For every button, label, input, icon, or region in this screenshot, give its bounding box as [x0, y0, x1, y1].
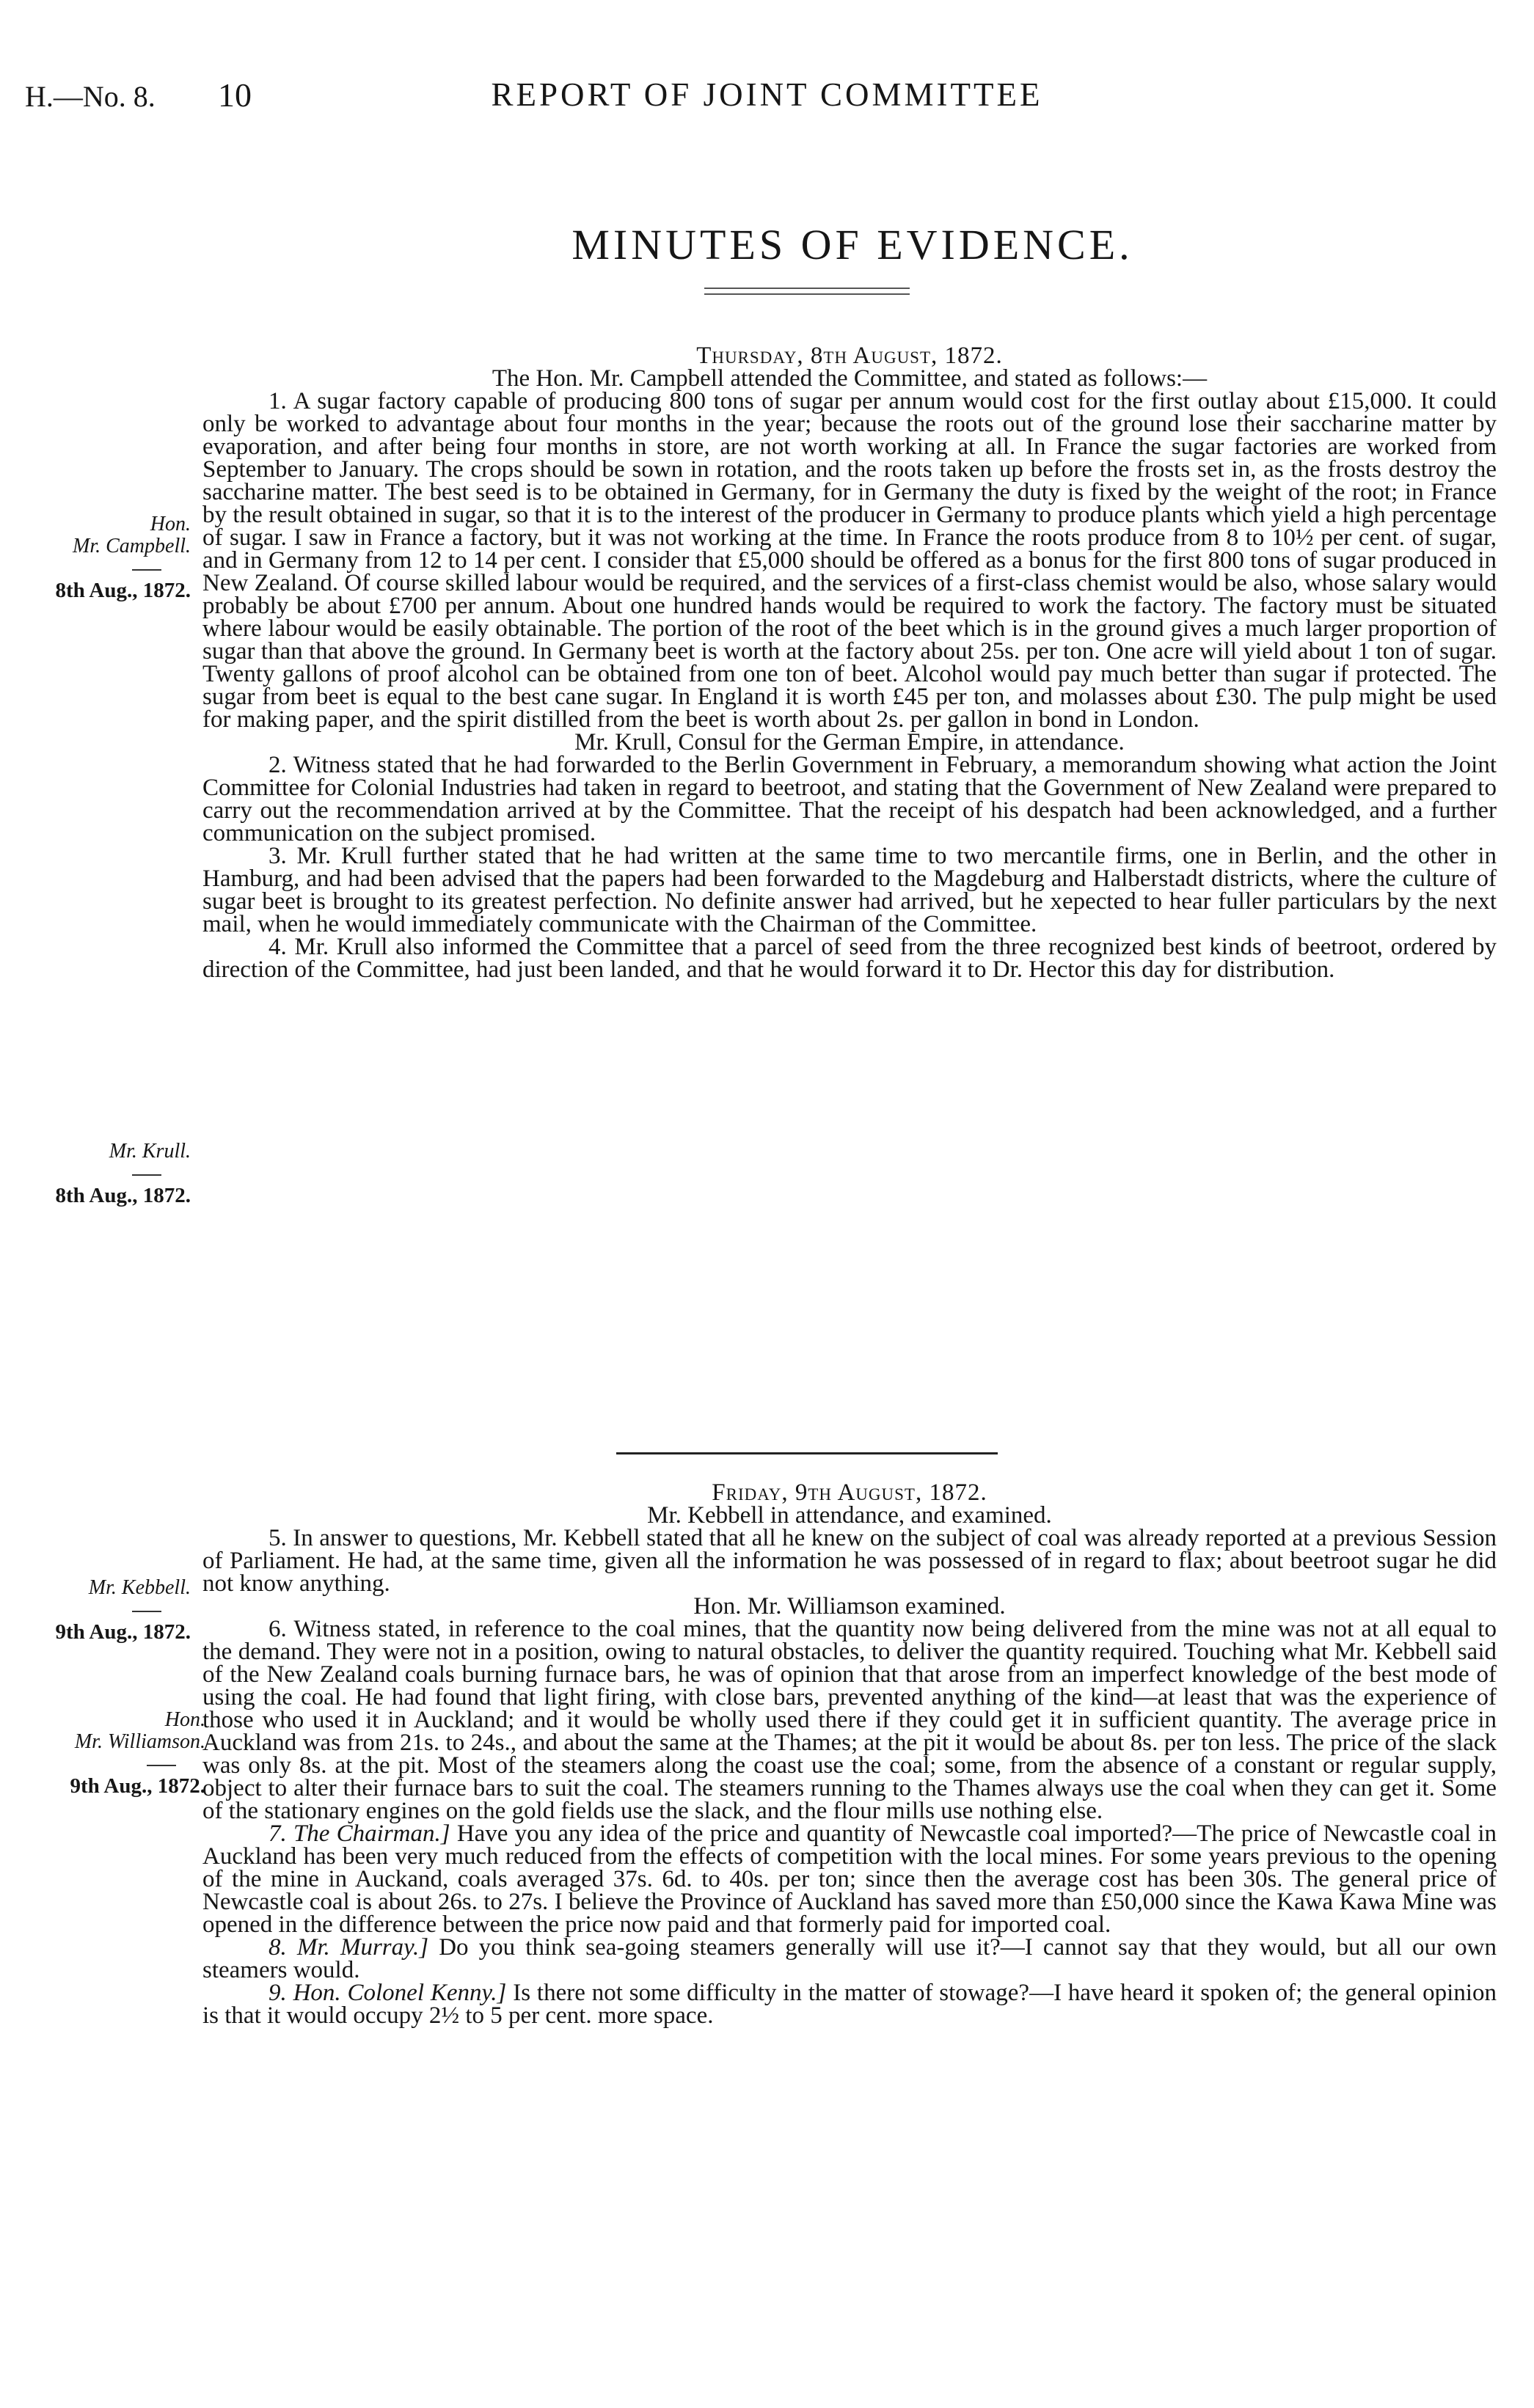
title-rule	[704, 288, 910, 295]
question-paragraph	[202, 1982, 1497, 2027]
evidence-paragraph: 3. Mr. Krull further stated that he had written at the same time to two mercantile firms, one in Berlin, and the other in Hamburg, and had been advised that the papers had been forwarded to the Magdeburg and Halberstadt districts, where the culture of sugar beet is brought to its greatest perfection. No definite answer had arrived, but he xepected to hear fuller particulars by the next mail, when he would immediately communicate with the Chairman of the Committee.	[202, 843, 1497, 937]
section-divider	[616, 1452, 998, 1454]
side-note-dash	[15, 1163, 191, 1185]
witness-intro: Mr. Krull, Consul for the German Empire, in attendance.	[574, 729, 1125, 755]
speaker: 7. The Chairman.]	[269, 1820, 450, 1847]
side-note-name: Mr. Williamson.	[74, 1730, 205, 1753]
side-note-date: 9th Aug., 1872.	[70, 1774, 205, 1798]
side-note-prefix: Hon.	[150, 513, 191, 535]
side-note	[15, 1141, 191, 1207]
side-note-name: Mr. Campbell.	[73, 535, 191, 557]
side-note	[15, 513, 191, 601]
side-note-prefix: Hon.	[164, 1708, 205, 1731]
speaker: 8. Mr. Murray.]	[269, 1934, 429, 1961]
evidence-paragraph: 6. Witness stated, in reference to the coal mines, that the quantity now being delivered from the mine was not at all equal to the demand. They were not in a position, owing to natural obstacles, to deliver the quantity required. Touching what Mr. Kebbell said of the New Zealand coals burning furnace bars, he was of opinion that that arose from an imperfect knowledge of the best mode of using the coal. He had found that light firing, with close bars, prevented anything of the kind—at least that was the experience of those who used it in Auckland; and it would be wholly used there if they could get it in sufficient quantity. The average price in Auckland was from 21s. to 24s., and about the same at the Thames; at the pit it would be about 8s. per ton less. The price of the slack was only 8s. at the pit. Most of the steamers along the coast use the coal; some, from the absence of a constant or regular supply, object to alter their furnace bars to suit the coal. The steamers running to the Thames always use the coal when they can get it. Some of the stationary engines on the gold fields use the slack, and the flour mills use nothing else.	[202, 1616, 1497, 1824]
side-note-dash	[15, 1599, 191, 1621]
witness-intro: Hon. Mr. Williamson examined.	[693, 1593, 1006, 1620]
side-note-name: Mr. Kebbell.	[88, 1576, 191, 1599]
question-paragraph	[202, 1936, 1497, 1982]
evidence-paragraph: 1. A sugar factory capable of producing 800 tons of sugar per annum would cost for the first outlay about £15,000. It could only be worked to advantage about four months in the year; because the roots out of the ground lose their saccharine matter by evaporation, and after being four months in store, are not worth working at all. In France the sugar factories are worked from September to January. The crops should be sown in rotation, and the roots taken up before the frosts set in, as the frosts destroy the saccharine matter. The best seed is to be obtained in Germany, for in Germany the duty is fixed by the weight of the root; in France by the result obtained in sugar, so that it is to the interest of the producer in Germany to produce plants which yield a high percentage of sugar. I saw in France a factory, but it was not working at the time. In France the roots produce from 8 to 10½ per cent. of sugar, and in Germany from 12 to 14 per cent. I consider that £5,000 should be offered as a bonus for the first 800 tons of sugar produced in New Zealand. Of course skilled labour would be required, and the services of a first-class chemist would be also, whose salary would probably be about £700 per annum. About one hundred hands would be required to work the factory. The factory must be situated where labour would be easily obtainable. The portion of the root of the beet which is in the ground gives a much larger proportion of sugar than that above the ground. In Germany beet is worth at the factory about 25s. per ton. One acre will yield about 1 ton of sugar. Twenty gallons of proof alcohol can be obtained from one ton of beet. Alcohol would pay much better than sugar if protected. The sugar from beet is equal to the best cane sugar. In England it is worth £45 per ton, and molasses about £30. The pulp might be used for making paper, and the spirit distilled from the beet is worth about 2s. per gallon in bond in London.	[202, 388, 1497, 733]
side-note-dash	[15, 1753, 205, 1775]
evidence-paragraph: 5. In answer to questions, Mr. Kebbell stated that all he knew on the subject of coal was already reported at a previous Session of Parliament. He had, at the same time, given all the information he was possessed of in regard to flax; about beetroot sugar he did not know anything.	[202, 1525, 1497, 1597]
side-note-date: 8th Aug., 1872.	[55, 1184, 191, 1207]
question-paragraph	[202, 1820, 1497, 1938]
running-title: REPORT OF JOINT COMMITTEE	[491, 76, 1043, 113]
question-text: Is there not some difficulty in the matter of stowage?—I have heard it spoken of; the general opinion is that it would occupy 2½ to 5 per cent. more space.	[202, 1980, 1497, 2029]
evidence-paragraph: 4. Mr. Krull also informed the Committee that a parcel of seed from the three recognized best kinds of beetroot, ordered by direction of the Committee, had just been landed, and that he would forward it to Dr. Hector this day for distribution.	[202, 934, 1497, 983]
section-date: Friday, 9th August, 1872.	[712, 1479, 987, 1506]
side-note	[15, 1709, 205, 1797]
section-friday	[202, 1479, 1497, 2029]
document-code: H.—No. 8.	[25, 80, 156, 113]
section-date: Thursday, 8th August, 1872.	[696, 343, 1003, 369]
side-note-name: Mr. Krull.	[109, 1140, 191, 1163]
section-thursday	[202, 345, 1497, 981]
side-note	[15, 1577, 191, 1643]
evidence-paragraph: 2. Witness stated that he had forwarded to the Berlin Government in February, a memorandum showing what action the Joint Committee for Colonial Industries had taken in regard to beetroot, and stating that the Government of New Zealand were prepared to carry out the recommendation arrived at by the Committee. That the receipt of his despatch had been acknowledged, and a further communication on the subject promised.	[202, 752, 1497, 846]
page-number: 10	[218, 76, 252, 114]
side-note-dash	[15, 557, 191, 579]
side-note-date: 9th Aug., 1872.	[55, 1620, 191, 1644]
page-title: MINUTES OF EVIDENCE.	[571, 221, 1133, 268]
side-note-date: 8th Aug., 1872.	[55, 579, 191, 602]
question-text: Have you any idea of the price and quantity of Newcastle coal imported?—The price of Newcastle coal in Auckland has been very much reduced from the effects of competition with the local mines. For some years previous to the opening of the mine in Auckand, coals averaged 37s. 6d. to 40s. per ton; since then the average cost has been 30s. The general price of Newcastle coal is about 26s. to 27s. I believe the Province of Auckland has saved more than £50,000 since the Kawa Kawa Mine was opened in the difference between the price now paid and that formerly paid for imported coal.	[202, 1820, 1497, 1938]
question-text: Do you think sea-going steamers generally will use it?—I cannot say that they would, but all our own steamers would.	[202, 1934, 1497, 1983]
witness-intro: The Hon. Mr. Campbell attended the Committee, and stated as follows:—	[492, 365, 1208, 392]
speaker: 9. Hon. Colonel Kenny.]	[269, 1980, 507, 2006]
witness-intro: Mr. Kebbell in attendance, and examined.	[647, 1502, 1052, 1529]
